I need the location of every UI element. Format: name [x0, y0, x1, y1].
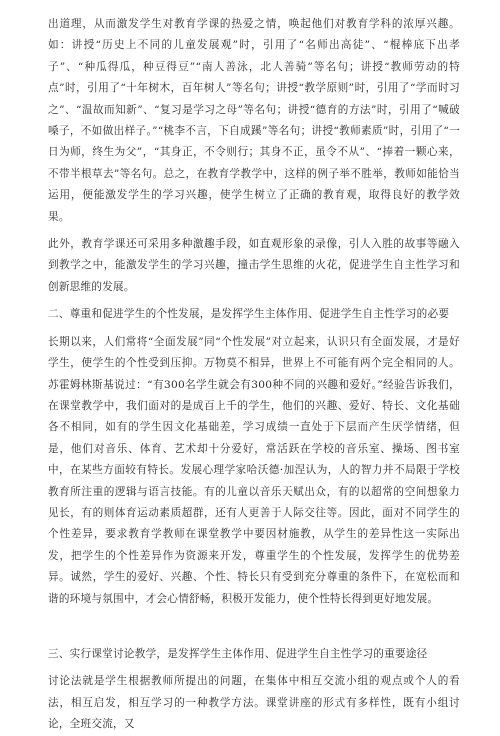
paragraph-discussion-method: 讨论法就是学生根据教师所提出的问题，在集体中相互交流小组的观点或个人的看法，相互启发，相互学习的一种教学方法。课堂讲座的形式有多样性，既有小组讨论，全班交流，又 — [48, 675, 460, 731]
paragraph-famous-quotes: 出道理，从而激发学生对教育学课的热爱之情，唤起他们对教育学科的浓厚兴趣。如：讲授“历史上不同的儿童发展观”时，引用了“名师出高徒”、“棍棒底下出孝子”、“种瓜得瓜，种豆得豆”“南人善泳，北人善骑”等名句；讲授“教师劳动的特点”时，引用了“十年树木，百年树人”等名句；讲授“教学原则”时，引用了“学而时习之”、“温故而知新”、“复习是学习之母”等名句；讲授“德育的方法”时，引用了“喊破嗓子，不如做出样子。”“桃李不言，下自成蹊”等名句；讲授“教师素质”时，引用了“一日为师，终生为父”，“其身正，不令则行；其身不正，虽令不从”、“捧着一颗心来，不带半根草去”等名句。总之，在教育学教学中，这样的例子举不胜举，教师如能恰当运用，便能激发学生的学习兴趣，使学生树立了正确的教育观，取得良好的教学效果。 — [48, 18, 460, 223]
section-heading-3: 三、实行课堂讨论教学，是发挥学生主体作用、促进学生自主性学习的重要途径 — [48, 647, 428, 660]
paragraph-interest-methods: 此外，教育学课还可采用多种激趣手段，如直观形象的录像，引人入胜的故事等融入到教学之中，能激发学生的学习兴趣，撞击学生思维的火花，促进学生自主性学习和创新思维的发展。 — [48, 238, 460, 293]
paragraph-individuality: 长期以来，人们常将“全面发展”同“个性发展”对立起来，认识只有全面发展，才是好学生，使学生的个性受到压抑。万物莫不相异，世界上不可能有两个完全相同的人。苏霍姆林斯基说过：“有300名学生就会有300种不同的兴趣和爱好。”经验告诉我们，在课堂教学中，我们面对的是成百上千的学生，他们的兴趣、爱好、特长、文化基础各不相同，如有的学生因文化基础差，学习成绩一直处于下层而产生厌学情绪，但是，他们对音乐、体育、艺术却十分爱好，常活跃在学校的音乐室、操场、图书室中，在某些方面较有特长。发展心理学家哈沃德·加涅认为，人的智力并不局限于学校教育所注重的逻辑与语言技能。有的儿童以音乐天赋出众，有的以超常的空间想象力见长，有的则体育运动素质超群，还有人更善于人际交往等。因此，面对不同学生的个性差异，要求教育学教师在课堂教学中要因材施教，从学生的差异性这一实际出发，把学生的个性差异作为资源来开发，尊重学生的个性发展，发挥学生的优势差异。诚然，学生的爱好、兴趣、个性、特长只有受到充分尊重的条件下，在宽松而和谐的环境与氛围中，才会心情舒畅，积极开发能力，使个性特长得到更好地发展。 — [48, 335, 460, 605]
section-heading-2: 二、尊重和促进学生的个性发展，是发挥学生主体作用、促进学生自主性学习的必要 — [48, 308, 450, 321]
section-spacer — [48, 616, 460, 640]
